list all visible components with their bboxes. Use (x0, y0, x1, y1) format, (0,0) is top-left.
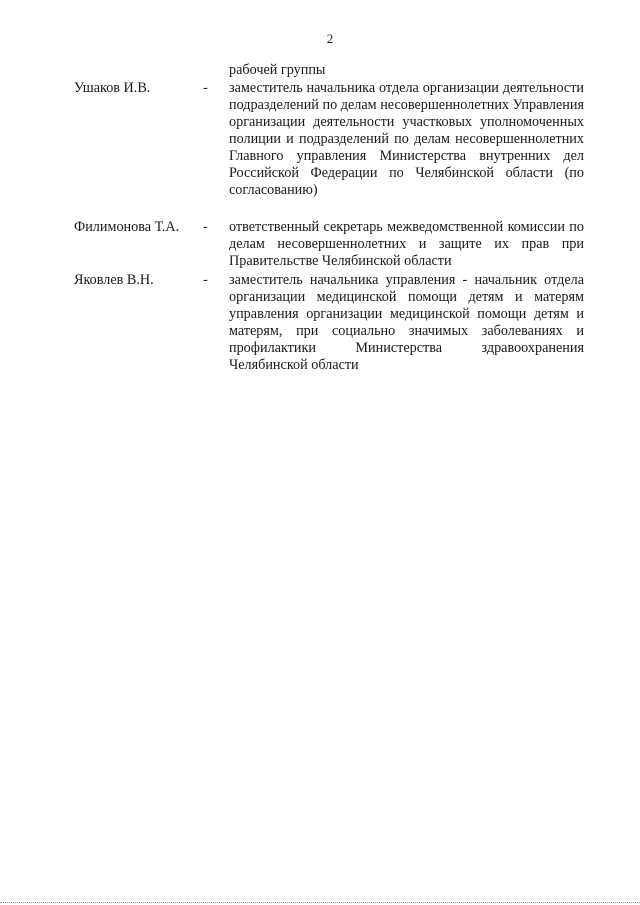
member-name: Филимонова Т.А. (74, 219, 180, 235)
scan-edge-line (0, 902, 640, 903)
continuation-text: рабочей группы (229, 62, 326, 78)
member-dash: - (203, 272, 208, 288)
member-name: Яковлев В.Н. (74, 272, 154, 288)
member-description: заместитель начальника управления - начальник отдела организации медицинской помощи детям и матерям управления организации медицинской помощи детям и матерям, при социально значимых заболеваниях и профилактики Министерства здравоохранения Челябинской области (229, 272, 584, 373)
member-description: ответственный секретарь межведомственной комиссии по делам несовершеннолетних и защите их прав при Правительстве Челябинской области (229, 219, 584, 269)
member-description: заместитель начальника отдела организации деятельности подразделений по делам несовершеннолетних Управления организации деятельности участковых уполномоченных полиции и подразделений по делам несовершеннолетних Главного управления Министерства внутренних дел Российской Федерации по Челябинской области (по согласованию) (229, 80, 584, 198)
member-dash: - (203, 80, 208, 96)
member-name: Ушаков И.В. (74, 80, 151, 96)
member-dash: - (203, 219, 208, 235)
page-number: 2 (326, 31, 334, 46)
